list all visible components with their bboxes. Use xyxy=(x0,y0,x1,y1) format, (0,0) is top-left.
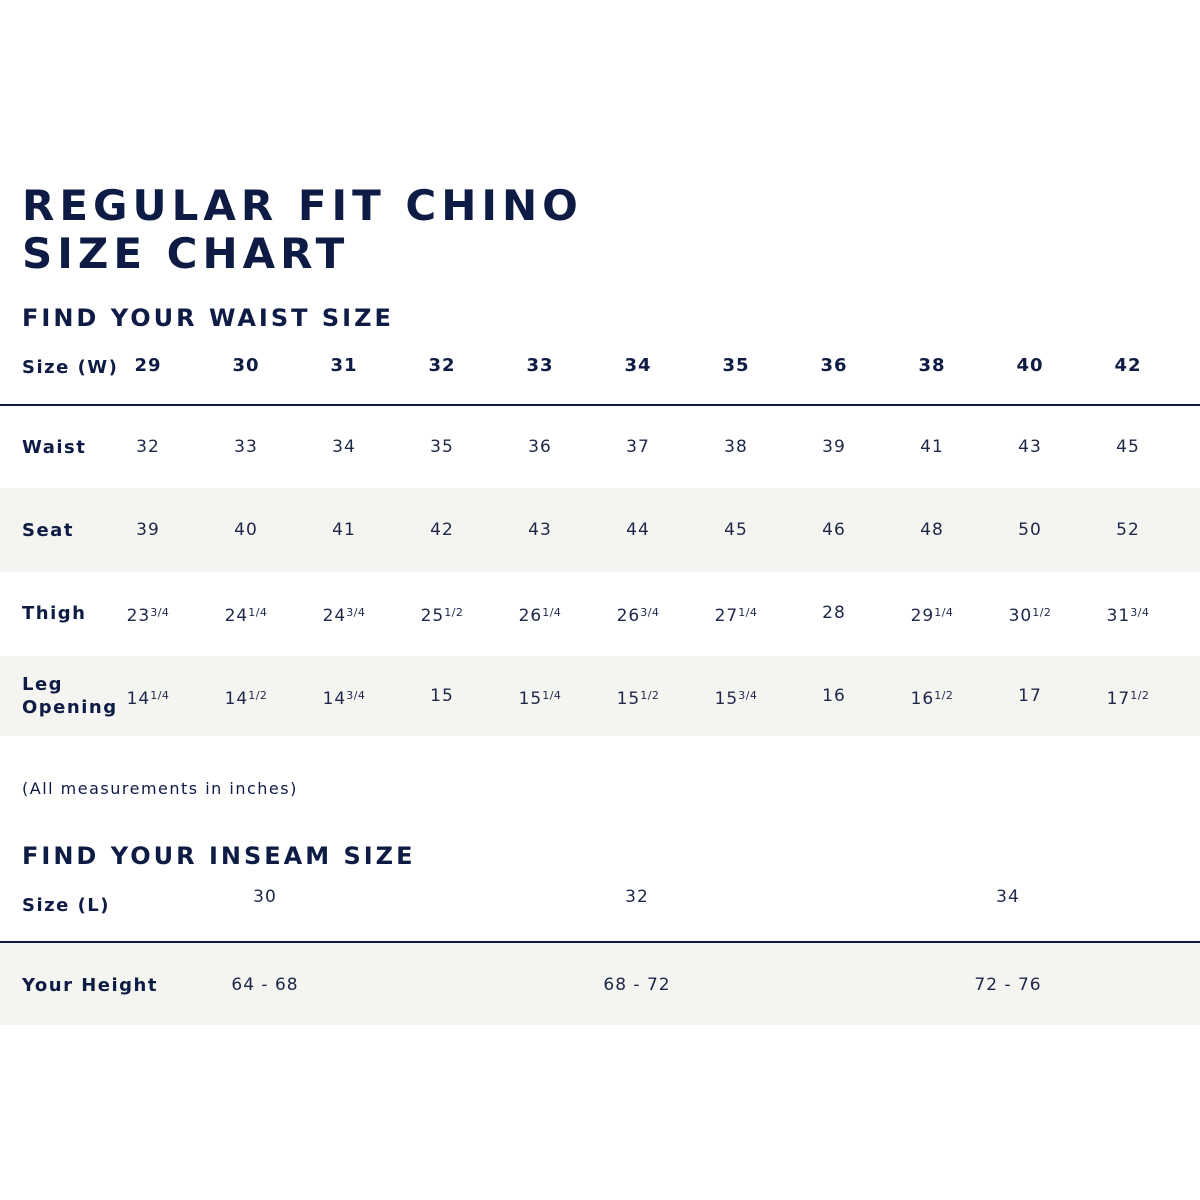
inseam-header-label: Size (L) xyxy=(22,895,111,916)
page-title xyxy=(22,182,583,278)
table-cell-thigh xyxy=(1083,602,1173,627)
table-cell-leg-opening xyxy=(593,685,683,710)
table-cell-waist xyxy=(495,436,585,458)
table-cell-leg-opening xyxy=(985,685,1075,707)
cell-value-whole: 42 xyxy=(430,520,454,540)
table-cell-waist xyxy=(789,436,879,458)
waist-header-label: Size (W) xyxy=(22,357,119,378)
cell-value-whole: 39 xyxy=(822,437,846,457)
cell-value-whole: 50 xyxy=(1018,520,1042,540)
table-cell-thigh xyxy=(201,602,291,627)
waist-size-header-cell: 40 xyxy=(1016,355,1044,376)
waist-size-header-cell: 36 xyxy=(820,355,848,376)
waist-size-header-cell: 42 xyxy=(1114,355,1142,376)
cell-value-whole: 24 xyxy=(322,606,347,626)
cell-value-whole: 16 xyxy=(822,686,846,706)
cell-value-whole: 32 xyxy=(136,437,160,457)
cell-value-whole: 41 xyxy=(920,437,944,457)
row-label-waist: Waist xyxy=(22,437,87,458)
cell-value-whole: 44 xyxy=(626,520,650,540)
cell-value-whole: 16 xyxy=(910,689,935,709)
measurement-note: (All measurements in inches) xyxy=(22,779,298,798)
cell-value-whole: 14 xyxy=(322,689,347,709)
cell-value-whole: 45 xyxy=(1116,437,1140,457)
table-cell-thigh xyxy=(887,602,977,627)
cell-value-whole: 48 xyxy=(920,520,944,540)
table-cell-leg-opening xyxy=(691,685,781,710)
table-cell-leg-opening xyxy=(789,685,879,707)
cell-value-whole: 45 xyxy=(724,520,748,540)
table-cell-leg-opening xyxy=(495,685,585,710)
cell-value-whole: 35 xyxy=(430,437,454,457)
table-cell-your-height: 68 - 72 xyxy=(603,975,671,995)
table-cell-seat xyxy=(299,519,389,541)
cell-value-fraction: 1/4 xyxy=(150,689,170,702)
cell-value-fraction: 1/2 xyxy=(640,689,660,702)
table-cell-seat xyxy=(1083,519,1173,541)
inseam-size-header-cell: 34 xyxy=(996,887,1020,907)
inseam-section-heading: FIND YOUR INSEAM SIZE xyxy=(22,842,416,870)
table-cell-seat xyxy=(691,519,781,541)
cell-value-whole: 15 xyxy=(518,689,543,709)
cell-value-whole: 17 xyxy=(1106,689,1131,709)
row-label-opening: Opening xyxy=(22,697,118,718)
cell-value-whole: 15 xyxy=(616,689,641,709)
row-label-leg: Leg xyxy=(22,674,64,695)
table-cell-thigh xyxy=(789,602,879,624)
cell-value-fraction: 1/4 xyxy=(248,606,268,619)
cell-value-whole: 14 xyxy=(126,689,151,709)
cell-value-fraction: 3/4 xyxy=(1130,606,1150,619)
table-cell-waist xyxy=(985,436,1075,458)
table-cell-waist xyxy=(103,436,193,458)
cell-value-whole: 52 xyxy=(1116,520,1140,540)
cell-value-fraction: 1/4 xyxy=(934,606,954,619)
table-cell-leg-opening xyxy=(1083,685,1173,710)
cell-value-whole: 15 xyxy=(430,686,454,706)
table-cell-thigh xyxy=(299,602,389,627)
waist-size-header-cell: 29 xyxy=(134,355,162,376)
inseam-size-header-cell: 30 xyxy=(253,887,277,907)
cell-value-fraction: 1/2 xyxy=(248,689,268,702)
cell-value-whole: 23 xyxy=(126,606,151,626)
row-label-seat: Seat xyxy=(22,520,74,541)
page-title-line-2: SIZE CHART xyxy=(22,229,350,278)
table-cell-seat xyxy=(397,519,487,541)
cell-value-fraction: 1/2 xyxy=(444,606,464,619)
cell-value-whole: 31 xyxy=(1106,606,1131,626)
cell-value-fraction: 1/4 xyxy=(738,606,758,619)
table-cell-thigh xyxy=(691,602,781,627)
cell-value-whole: 26 xyxy=(616,606,641,626)
table-cell-leg-opening xyxy=(887,685,977,710)
cell-value-whole: 36 xyxy=(528,437,552,457)
cell-value-whole: 25 xyxy=(420,606,445,626)
cell-value-fraction: 3/4 xyxy=(738,689,758,702)
cell-value-whole: 17 xyxy=(1018,686,1042,706)
waist-size-header-cell: 38 xyxy=(918,355,946,376)
table-cell-seat xyxy=(887,519,977,541)
cell-value-whole: 15 xyxy=(714,689,739,709)
table-cell-seat xyxy=(201,519,291,541)
row-label-your-height: Your Height xyxy=(22,975,158,996)
cell-value-fraction: 3/4 xyxy=(640,606,660,619)
table-cell-thigh xyxy=(397,602,487,627)
cell-value-whole: 24 xyxy=(224,606,249,626)
table-cell-waist xyxy=(299,436,389,458)
table-cell-waist xyxy=(691,436,781,458)
cell-value-whole: 39 xyxy=(136,520,160,540)
cell-value-whole: 30 xyxy=(1008,606,1033,626)
table-cell-leg-opening xyxy=(103,685,193,710)
waist-size-header-cell: 32 xyxy=(428,355,456,376)
table-cell-seat xyxy=(985,519,1075,541)
table-cell-waist xyxy=(201,436,291,458)
cell-value-whole: 46 xyxy=(822,520,846,540)
cell-value-whole: 29 xyxy=(910,606,935,626)
table-cell-waist xyxy=(1083,436,1173,458)
cell-value-whole: 34 xyxy=(332,437,356,457)
table-cell-thigh xyxy=(593,602,683,627)
waist-size-header-cell: 30 xyxy=(232,355,260,376)
table-cell-seat xyxy=(103,519,193,541)
table-cell-thigh xyxy=(985,602,1075,627)
table-cell-thigh xyxy=(103,602,193,627)
table-cell-leg-opening xyxy=(299,685,389,710)
table-cell-seat xyxy=(789,519,879,541)
table-cell-leg-opening xyxy=(201,685,291,710)
table-cell-seat xyxy=(495,519,585,541)
table-cell-waist xyxy=(887,436,977,458)
cell-value-fraction: 3/4 xyxy=(346,689,366,702)
cell-value-whole: 37 xyxy=(626,437,650,457)
waist-section-heading: FIND YOUR WAIST SIZE xyxy=(22,304,394,332)
cell-value-whole: 40 xyxy=(234,520,258,540)
cell-value-whole: 27 xyxy=(714,606,739,626)
inseam-size-header-cell: 32 xyxy=(625,887,649,907)
cell-value-whole: 43 xyxy=(528,520,552,540)
cell-value-fraction: 3/4 xyxy=(346,606,366,619)
cell-value-whole: 43 xyxy=(1018,437,1042,457)
table-cell-leg-opening xyxy=(397,685,487,707)
cell-value-whole: 41 xyxy=(332,520,356,540)
cell-value-whole: 33 xyxy=(234,437,258,457)
cell-value-fraction: 1/2 xyxy=(1130,689,1150,702)
cell-value-fraction: 1/4 xyxy=(542,689,562,702)
page-title-line-1: REGULAR FIT CHINO xyxy=(22,181,583,230)
cell-value-whole: 28 xyxy=(822,603,846,623)
waist-size-header-cell: 35 xyxy=(722,355,750,376)
table-cell-thigh xyxy=(495,602,585,627)
row-label-thigh: Thigh xyxy=(22,603,87,624)
table-cell-your-height: 72 - 76 xyxy=(974,975,1042,995)
cell-value-fraction: 1/2 xyxy=(1032,606,1052,619)
cell-value-whole: 26 xyxy=(518,606,543,626)
cell-value-fraction: 1/2 xyxy=(934,689,954,702)
table-cell-waist xyxy=(593,436,683,458)
table-cell-waist xyxy=(397,436,487,458)
cell-value-whole: 14 xyxy=(224,689,249,709)
waist-size-header-cell: 33 xyxy=(526,355,554,376)
table-cell-seat xyxy=(593,519,683,541)
table-cell-your-height: 64 - 68 xyxy=(231,975,299,995)
cell-value-whole: 38 xyxy=(724,437,748,457)
cell-value-fraction: 3/4 xyxy=(150,606,170,619)
cell-value-fraction: 1/4 xyxy=(542,606,562,619)
waist-size-header-cell: 31 xyxy=(330,355,358,376)
waist-size-header-cell: 34 xyxy=(624,355,652,376)
